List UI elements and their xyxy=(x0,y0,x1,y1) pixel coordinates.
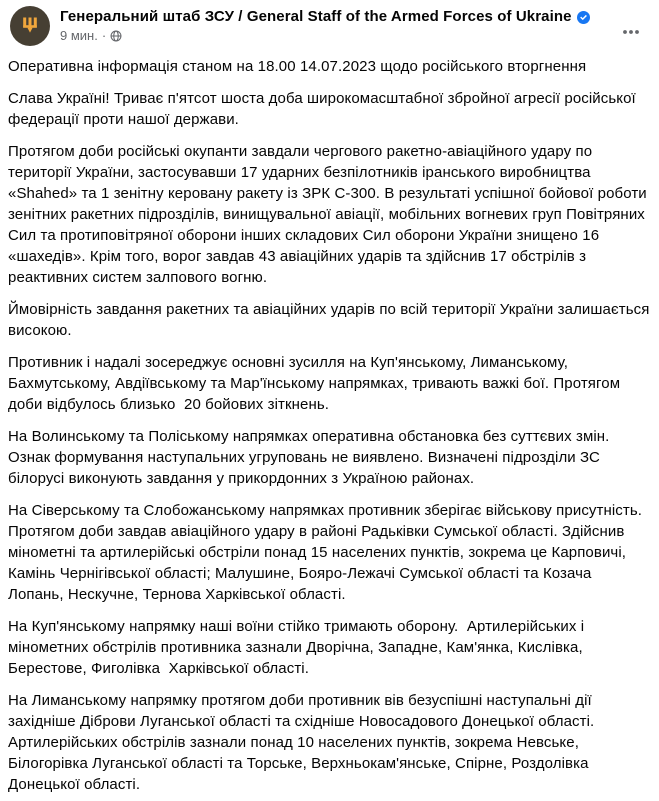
post-timestamp[interactable]: 9 мин. xyxy=(60,28,98,43)
meta-separator: · xyxy=(101,28,107,43)
page-name-link[interactable]: Генеральний штаб ЗСУ / General Staff of the Armed Forces of Ukraine xyxy=(60,8,572,25)
post-paragraph: На Волинському та Поліському напрямках оперативна обстановка без суттєвих змін. Ознак формування наступальних угруповань не виявлено. Визначені підрозділи ЗС білорусі виконують завдання у прикордонних з Україною районах. xyxy=(8,428,614,487)
post-paragraph: Ймовірність завдання ракетних та авіаційних ударів по всій території України залишається високою. xyxy=(8,301,654,339)
globe-public-icon xyxy=(110,30,122,42)
post-paragraph: Слава Україні! Триває п'ятсот шоста доба широкомасштабної збройної агресії російської федерації проти нашої держави. xyxy=(8,90,641,128)
post-paragraph: На Сіверському та Слобожанському напрямках противник зберігає військову присутність. Протягом доби завдав авіаційного удару в районі Радьківки Сумської області. Здійснив мінометні та артилерійські обстріли понад 15 населених пунктів, зокрема це Карповичі, Камінь Чернігівської області; Малушине, Бояро-Лежачі Сумської області та Козача Лопань, Нескучне, Тернова Харківської області. xyxy=(8,502,647,603)
header-text xyxy=(60,6,617,43)
post-body xyxy=(0,46,659,801)
post-paragraph: На Куп'янському напрямку наші воїни стійко тримають оборону. Артилерійських і мінометних обстрілів противника зазнали Дворічна, Западне, Кам'янка, Кислівка, Берестове, Фиголівка Харківської області. xyxy=(8,618,589,677)
verified-badge-icon xyxy=(577,11,590,24)
avatar[interactable] xyxy=(10,6,50,46)
post-paragraph: На Лиманському напрямку протягом доби противник вів безуспішні наступальні дії західніше Діброви Луганської області та східніше Новосадового Донецької області. Артилерійських обстрілів зазнали понад 10 населених пунктів, зокрема Невське, Білогорівка Луганської області та Торське, Верхньокам'янське, Спірне, Роздолівка Донецької області. xyxy=(8,692,599,793)
post-paragraph: Противник і надалі зосереджує основні зусилля на Куп'янському, Лиманському, Бахмутському, Авдіївському та Мар'їнському напрямках, тривають важкі бої. Протягом доби відбулось близько 20 бойових зіткнень. xyxy=(8,354,625,413)
post-paragraph: Оперативна інформація станом на 18.00 14.07.2023 щодо російського вторгнення xyxy=(8,58,587,75)
more-options-button[interactable] xyxy=(617,20,645,44)
post-meta xyxy=(60,28,617,43)
ellipsis-icon xyxy=(621,22,641,42)
tryzub-trident-icon xyxy=(19,14,41,38)
post-header xyxy=(0,0,659,46)
post-paragraph: Протягом доби російські окупанти завдали чергового ракетно-авіаційного удару по території України, застосувавши 17 ударних безпілотників іранського виробництва «Shahed» та 1 зенітну керовану ракету із ЗРК С-300. В результаті успішної бойової роботи зенітних ракетних підрозділів, винищувальної авіації, мобільних вогневих груп Повітряних Сил та протиповітряної оборони інших складових Сил оборони України знищено 16 «шахедів». Крім того, ворог завдав 43 авіаційних ударів та здійснив 17 обстрілів з реактивних систем залпового вогню. xyxy=(8,143,652,286)
